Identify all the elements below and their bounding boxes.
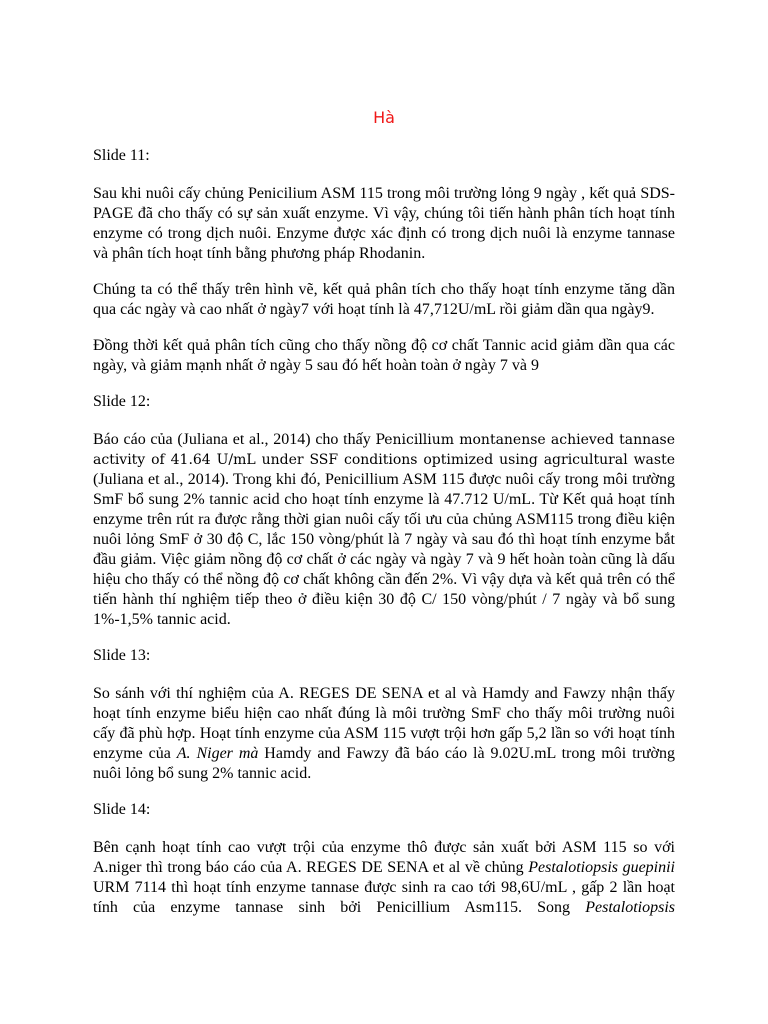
section-heading: Slide 14:: [93, 801, 151, 818]
document-title: Hà: [373, 108, 395, 127]
text-segment: Đồng thời kết quả phân tích cũng cho thấy nồng độ cơ chất Tannic acid giảm dần qua các ngày, và giảm mạnh nhất ở ngày 5 sau đó hết hoàn toàn ở ngày 7 và 9: [93, 337, 675, 374]
paragraph: [93, 336, 675, 376]
section-heading: Slide 12:: [93, 393, 151, 410]
section-heading: Slide 13:: [93, 647, 151, 664]
section-slide-14: [93, 800, 675, 918]
text-segment: Sau khi nuôi cấy chủng Penicilium ASM 115 trong môi trường lỏng 9 ngày , kết quả SDS-PAGE đã cho thấy có sự sản xuất enzyme. Vì vậy, chúng tôi tiến hành phân tích hoạt tính enzyme có trong dịch nuôi. Enzyme được xác định có trong dịch nuôi là enzyme tannase và phân tích hoạt tính bằng phương pháp Rhodanin.: [93, 185, 675, 262]
text-segment: Chúng ta có thể thấy trên hình vẽ, kết quả phân tích cho thấy hoạt tính enzyme tăng dần qua các ngày và cao nhất ở ngày7 với hoạt tính là 47,712U/mL rồi giảm dần qua ngày9.: [93, 281, 675, 318]
paragraph: [93, 838, 675, 918]
text-segment: Báo cáo của (Juliana et al., 2014) cho thấy: [93, 431, 376, 448]
paragraph: [93, 430, 675, 630]
text-segment: Hamdy and Fawzy đã báo cáo là 9.02U.mL trong môi trường nuôi lỏng bổ sung 2% tannic acid.: [93, 745, 676, 782]
section-slide-11: [93, 146, 675, 376]
italic-text-segment: Pestalotiopsis guepinii: [528, 859, 676, 876]
section-slide-13: [93, 646, 675, 784]
document-body: [93, 108, 675, 918]
section-slide-12: [93, 392, 675, 630]
italic-text-segment: Pestalotiopsis: [585, 899, 675, 916]
text-segment: Bên cạnh hoạt tính cao vượt trội của enzyme thô được sản xuất bởi ASM 115 so với A.niger thì trong báo cáo của A. REGES DE SENA et al về chủng: [93, 839, 675, 876]
paragraph: [93, 280, 675, 320]
quoted-text-segment: Penicillium montanense achieved tannase activity of 41.64 U/mL under SSF conditions optimized using agricultural waste: [93, 432, 676, 468]
text-segment: URM 7114 thì hoạt tính enzyme tannase được sinh ra cao tới 98,6U/mL , gấp 2 lần hoạt tính của enzyme tannase sinh bởi Penicillium Asm115. Song: [93, 879, 675, 916]
text-segment: So sánh với thí nghiệm của A. REGES DE SENA et al và Hamdy and Fawzy nhận thấy hoạt tính enzyme biểu hiện cao nhất đúng là môi trường SmF cho thấy môi trường nuôi cấy đã phù hợp. Hoạt tính enzyme của ASM 115 vượt trội hơn gấp 5,2 lần so với hoạt tính enzyme của: [93, 685, 675, 762]
text-segment: (Juliana et al., 2014). Trong khi đó, Penicillium ASM 115 được nuôi cấy trong môi trường SmF bổ sung 2% tannic acid cho hoạt tính enzyme là 47.712 U/mL. Từ Kết quả hoạt tính enzyme trên rút ra được rằng thời gian nuôi cấy tối ưu của chủng ASM115 trong điều kiện nuôi lỏng SmF ở 30 độ C, lắc 150 vòng/phút là 7 ngày và sau đó thì hoạt tính enzyme bắt đầu giảm. Việc giảm nồng độ cơ chất ở các ngày và ngày 7 và 9 hết hoàn toàn cũng là dấu hiệu cho thấy có thể nồng độ cơ chất không cần đến 2%. Vì vậy dựa và kết quả trên có thể tiến hành thí nghiệm tiếp theo ở điều kiện 30 độ C/ 150 vòng/phút / 7 ngày và bổ sung 1%-1,5% tannic acid.: [93, 471, 675, 628]
paragraph: [93, 184, 675, 264]
section-heading: Slide 11:: [93, 147, 150, 164]
paragraph: [93, 684, 675, 784]
italic-text-segment: A. Niger mà: [176, 745, 259, 762]
